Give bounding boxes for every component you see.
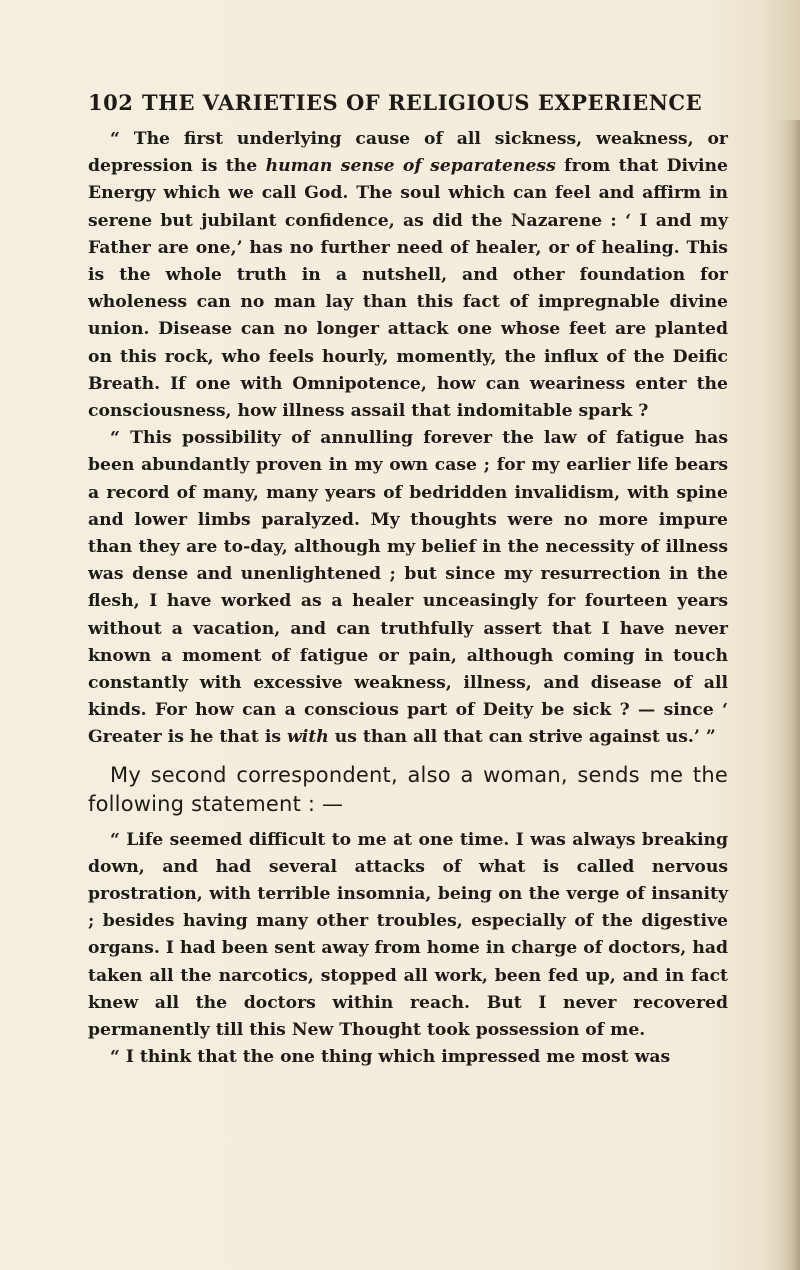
paragraph-quote-four: “ I think that the one thing which impressed me most was <box>110 1047 671 1068</box>
paragraph-text: from that Divine Energy which we call God. The soul which can feel and affirm in serene but jubilant confidence, as did the Nazarene : ‘ I and my Father are one,’ has no further need of healer, or of healing. This is the whole truth in a nutshell, and other foundation for wholeness can no man lay than this fact of impregnable divine union. Disease can no longer attack one whose feet are planted on this rock, who feels hourly, momently, the influx of the Deific Breath. If one with Omnipotence, how can weariness enter the consciousness, how illness assail that indomitable spark ? <box>88 156 728 422</box>
emphasis-text: with <box>287 727 329 748</box>
page-number: 102 <box>88 90 134 115</box>
paragraph-narration: My second correspondent, also a woman, sends me the following statement : — <box>88 762 728 816</box>
paragraph-text: us than all that can strive against us.’ ” <box>328 727 716 748</box>
paragraph-text: “ This possibility of annulling forever the law of fatigue has been abundantly proven in my own case ; for my earlier life bears a record of many, many years of bedridden invalidism, with spine and lower limbs paralyzed. My thoughts were no more impure than they are to-day, although my belief in the necessity of illness was dense and unenlightened ; but since my resurrection in the flesh, I have worked as a healer unceasingly for fourteen years without a vacation, and can truthfully assert that I have never known a moment of fatigue or pain, although coming in touch constantly with excessive weakness, illness, and disease of all kinds. For how can a conscious part of Deity be sick ? — since ‘ Greater is he that is <box>88 428 728 748</box>
running-header <box>88 90 728 120</box>
body-text <box>88 126 728 1072</box>
paragraph-quote-one <box>88 126 728 425</box>
page-edge-shadow <box>778 120 800 1270</box>
running-title: THE VARIETIES OF RELIGIOUS EXPERIENCE <box>142 90 703 115</box>
emphasis-text: human sense of separateness <box>265 156 556 177</box>
paragraph-text: “ The first underlying cause of all sickness, weakness, or depression is the <box>88 129 728 177</box>
paragraph-quote-three: “ Life seemed difficult to me at one time. I was always breaking down, and had several attacks of what is called nervous prostration, with terrible insomnia, being on the verge of insanity ; besides having many other troubles, especially of the digestive organs. I had been sent away from home in charge of doctors, had taken all the narcotics, stopped all work, been fed up, and in fact knew all the doctors within reach. But I never recovered permanently till this New Thought took possession of me. <box>88 829 728 1041</box>
paragraph-quote-two <box>88 425 728 751</box>
